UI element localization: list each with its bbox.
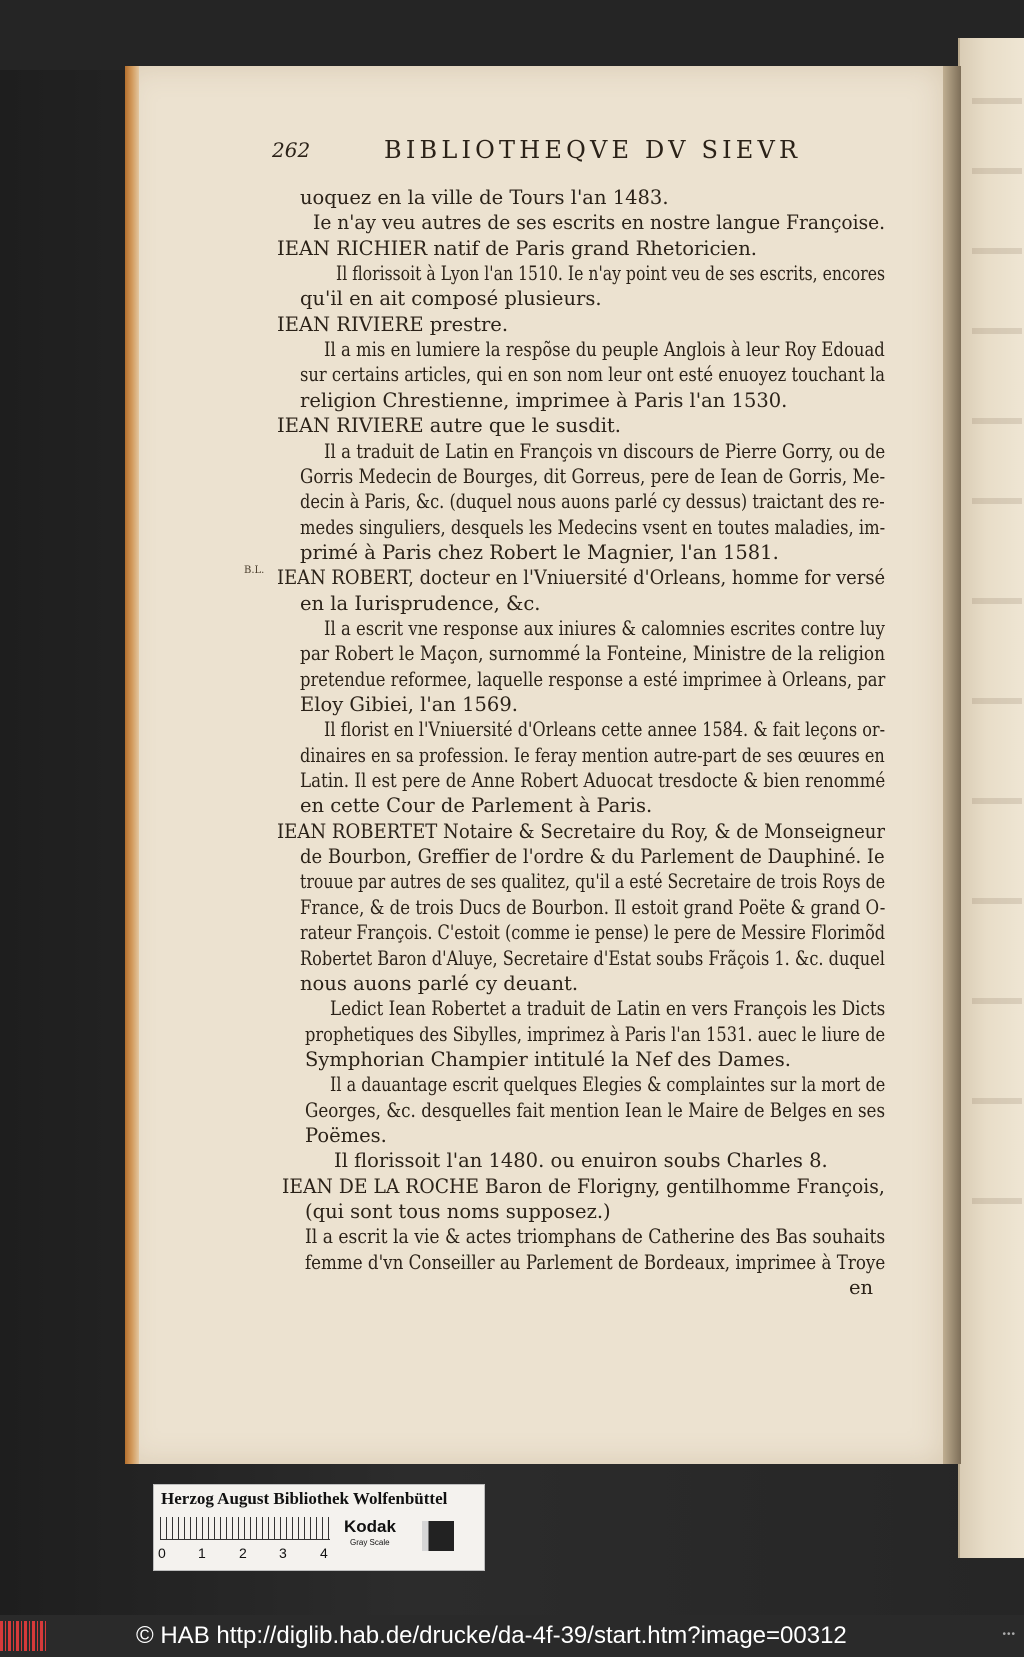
text-line: IEAN RIVIERE prestre.	[277, 312, 509, 336]
text-line: Poëmes.	[305, 1123, 387, 1147]
text-line: Il florissoit l'an 1480. ou enuiron soubs Charles 8.	[334, 1149, 828, 1173]
text-line: Il a mis en lumiere la respõse du peuple Anglois à leur Roy Edouad	[324, 338, 885, 362]
text-line: par Robert le Maçon, surnommé la Fonteine, Ministre de la religion	[300, 642, 886, 666]
text-line: Il florist en l'Vniuersité d'Orleans cette annee 1584. & fait leçons or-	[324, 718, 886, 742]
running-head: BIBLIOTHEQVE DV SIEVR	[384, 136, 802, 164]
library-scale-card	[153, 1484, 485, 1571]
scale-number: 2	[239, 1545, 247, 1561]
text-line: en cette Cour de Parlement à Paris.	[300, 794, 653, 818]
adjacent-page	[958, 38, 1024, 1558]
text-line: IEAN RIVIERE autre que le susdit.	[277, 414, 621, 438]
text-line: trouue par autres de ses qualitez, qu'il a esté Secretaire de trois Roys de	[300, 870, 886, 894]
text-line: Latin. Il est pere de Anne Robert Aduocat tresdocte & bien renommé	[300, 769, 886, 793]
text-line: Il a escrit la vie & actes triomphans de Catherine des Bas souhaits	[305, 1225, 886, 1249]
text-line: Georges, &c. desquelles fait mention Iean le Maire de Belges en ses	[305, 1098, 886, 1122]
scale-number: 3	[279, 1545, 287, 1561]
text-line: Ledict Iean Robertet a traduit de Latin en vers François les Dicts	[330, 997, 886, 1021]
text-line: IEAN ROBERT, docteur en l'Vniuersité d'Orleans, homme for versé	[277, 566, 886, 590]
margin-note: B.L.	[244, 565, 265, 576]
text-line: decin à Paris, &c. (duquel nous auons parlé cy dessus) traictant des re-	[300, 490, 885, 514]
text-line: en la Iurisprudence, &c.	[300, 591, 541, 615]
text-line: femme d'vn Conseiller au Parlement de Bordeaux, imprimee à Troye	[305, 1250, 886, 1274]
scale-number: 1	[198, 1545, 206, 1561]
text-line: Il a traduit de Latin en François vn discours de Pierre Gorry, ou de	[324, 439, 886, 463]
text-line: religion Chrestienne, imprimee à Paris l'an 1530.	[300, 388, 788, 412]
text-line: Ie n'ay veu autres de ses escrits en nostre langue Françoise.	[313, 211, 886, 235]
text-line: (qui sont tous noms supposez.)	[305, 1200, 611, 1223]
text-line: uoquez en la ville de Tours l'an 1483.	[300, 186, 669, 209]
page-header	[272, 136, 892, 168]
gray-swatch	[422, 1521, 454, 1551]
kodak-subtitle: Gray Scale	[350, 1538, 390, 1547]
text-line: nous auons parlé cy deuant.	[300, 971, 579, 995]
barcode-icon	[0, 1621, 46, 1651]
text-line: IEAN DE LA ROCHE Baron de Florigny, gentilhomme François,	[282, 1174, 885, 1198]
institution-name: Herzog August Bibliothek Wolfenbüttel	[161, 1489, 448, 1508]
kodak-logo: Kodak	[344, 1517, 396, 1536]
page-edge	[125, 66, 139, 1464]
folio-number: 262	[272, 138, 311, 162]
text-line: primé à Paris chez Robert le Magnier, l'an 1581.	[300, 540, 779, 564]
text-line: Robertet Baron d'Aluye, Secretaire d'Estat soubs Frãçois 1. &c. duquel	[300, 946, 885, 970]
page-gutter-shadow	[943, 66, 961, 1464]
text-line: Eloy Gibiei, l'an 1569.	[300, 693, 518, 716]
text-line: Il a dauantage escrit quelques Elegies & complaintes sur la mort de	[330, 1073, 886, 1097]
scale-number: 4	[320, 1545, 328, 1561]
scale-ruler	[160, 1517, 330, 1540]
text-line: en	[849, 1276, 874, 1300]
text-line: IEAN RICHIER natif de Paris grand Rhetoricien.	[277, 236, 757, 260]
text-line: pretendue reformee, laquelle response a esté imprimee à Orleans, par	[300, 667, 886, 691]
text-line: Il florissoit à Lyon l'an 1510. Ie n'ay point veu de ses escrits, encores	[336, 262, 886, 286]
text-line: Il a escrit vne response aux iniures & calomnies escrites contre luy	[324, 616, 885, 640]
text-line: rateur François. C'estoit (comme ie pense) le pere de Messire Florimõd	[300, 921, 886, 945]
text-line: sur certains articles, qui en son nom leur ont esté enuoyez touchant la	[300, 363, 886, 387]
text-line: Gorris Medecin de Bourges, dit Gorreus, pere de Iean de Gorris, Me-	[300, 464, 886, 488]
text-line: IEAN ROBERTET Notaire & Secretaire du Roy, & de Monseigneur	[277, 819, 886, 843]
text-line: dinaires en sa profession. Ie feray mention autre-part de ses œuures en	[300, 743, 885, 767]
text-line: Symphorian Champier intitulé la Nef des Dames.	[305, 1047, 792, 1071]
text-line: qu'il en ait composé plusieurs.	[300, 287, 602, 311]
footer-bar	[0, 1615, 1024, 1657]
text-line: prophetiques des Sibylles, imprimez à Paris l'an 1531. auec le liure de	[305, 1022, 886, 1046]
more-icon[interactable]: •••	[1002, 1629, 1016, 1640]
text-line: medes singuliers, desquels les Medecins vsent en toutes maladies, im-	[300, 515, 886, 539]
text-line: France, & de trois Ducs de Bourbon. Il estoit grand Poëte & grand O-	[300, 895, 886, 919]
scan-top-dark	[0, 0, 1024, 70]
text-line: de Bourbon, Greffier de l'ordre & du Parlement de Dauphiné. Ie	[300, 845, 885, 869]
copyright-url[interactable]: © HAB http://diglib.hab.de/drucke/da-4f-39/start.htm?image=00312	[136, 1622, 847, 1649]
scale-number: 0	[158, 1545, 166, 1561]
